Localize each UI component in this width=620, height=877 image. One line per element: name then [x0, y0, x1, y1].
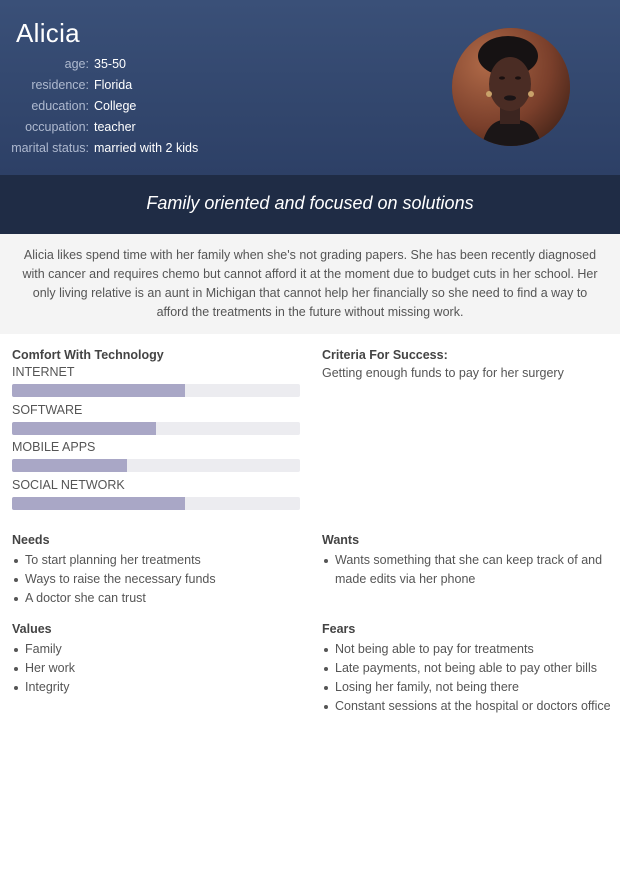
avatar — [452, 28, 570, 146]
persona-name: Alicia — [16, 18, 80, 48]
tech-bar-track — [12, 384, 300, 397]
fact-label: occupation: — [25, 120, 89, 134]
values-heading: Values — [12, 622, 52, 636]
values-section — [12, 622, 302, 697]
wants-section — [322, 533, 607, 589]
wants-heading: Wants — [322, 533, 360, 547]
criteria-heading: Criteria For Success: — [322, 348, 448, 362]
fears-list — [322, 640, 612, 716]
fact-value: teacher — [94, 120, 136, 134]
list-item: A doctor she can trust — [12, 589, 302, 608]
fact-value: 35-50 — [94, 57, 126, 71]
fears-heading: Fears — [322, 622, 356, 636]
tech-label: INTERNET — [12, 365, 75, 379]
list-item: Family — [12, 640, 302, 659]
fact-residence — [0, 75, 300, 96]
tech-bar-fill — [12, 459, 127, 472]
fact-occupation — [0, 117, 300, 138]
list-item: Not being able to pay for treatments — [322, 640, 612, 659]
list-item: Wants something that she can keep track of and made edits via her phone — [322, 551, 607, 589]
list-item: To start planning her treatments — [12, 551, 302, 570]
needs-heading: Needs — [12, 533, 50, 547]
fact-label: residence: — [31, 78, 89, 92]
tech-bar-track — [12, 422, 300, 435]
fact-label: education: — [31, 99, 89, 113]
fact-label: marital status: — [11, 141, 89, 155]
tech-bar-track — [12, 459, 300, 472]
persona-facts — [0, 54, 300, 159]
persona-bio: Alicia likes spend time with her family when she's not grading papers. She has been recently diagnosed with cancer and requires chemo but cannot afford it at the moment due to budget cuts in her school. Her only living relative is an aunt in Michigan that cannot help her financially so she need to find a way to afford the treatments in the future without missing work. — [22, 248, 598, 319]
list-item: Losing her family, not being there — [322, 678, 612, 697]
persona-quote: Family oriented and focused on solutions — [146, 193, 474, 213]
tech-bar-track — [12, 497, 300, 510]
list-item: Integrity — [12, 678, 302, 697]
bio-band — [0, 234, 620, 334]
technology-section — [12, 348, 300, 514]
fears-section — [322, 622, 612, 716]
fact-label: age: — [64, 57, 89, 71]
tech-bar-fill — [12, 422, 156, 435]
list-item: Constant sessions at the hospital or doctors office — [322, 697, 612, 716]
tech-bar-fill — [12, 384, 185, 397]
persona-header — [0, 0, 620, 175]
fact-education — [0, 96, 300, 117]
technology-heading: Comfort With Technology — [12, 348, 164, 362]
values-list — [12, 640, 302, 697]
tech-row-software — [12, 402, 300, 440]
criteria-text: Getting enough funds to pay for her surgery — [322, 366, 564, 380]
criteria-section — [322, 348, 607, 380]
fact-value: Florida — [94, 78, 133, 92]
portrait-image — [452, 28, 570, 146]
tech-row-social-network — [12, 477, 300, 515]
quote-band — [0, 175, 620, 234]
tech-row-mobile-apps — [12, 439, 300, 477]
fact-value: married with 2 kids — [94, 141, 199, 155]
list-item: Late payments, not being able to pay other bills — [322, 659, 612, 678]
list-item: Her work — [12, 659, 302, 678]
needs-list — [12, 551, 302, 608]
tech-label: SOCIAL NETWORK — [12, 477, 125, 492]
wants-list — [322, 551, 607, 589]
fact-marital-status — [0, 138, 300, 159]
needs-section — [12, 533, 302, 608]
tech-row-internet — [12, 364, 300, 402]
tech-label: SOFTWARE — [12, 402, 83, 417]
tech-label: MOBILE APPS — [12, 440, 96, 454]
list-item: Ways to raise the necessary funds — [12, 570, 302, 589]
fact-value: College — [94, 99, 137, 113]
fact-age — [0, 54, 300, 75]
tech-bar-fill — [12, 497, 185, 510]
